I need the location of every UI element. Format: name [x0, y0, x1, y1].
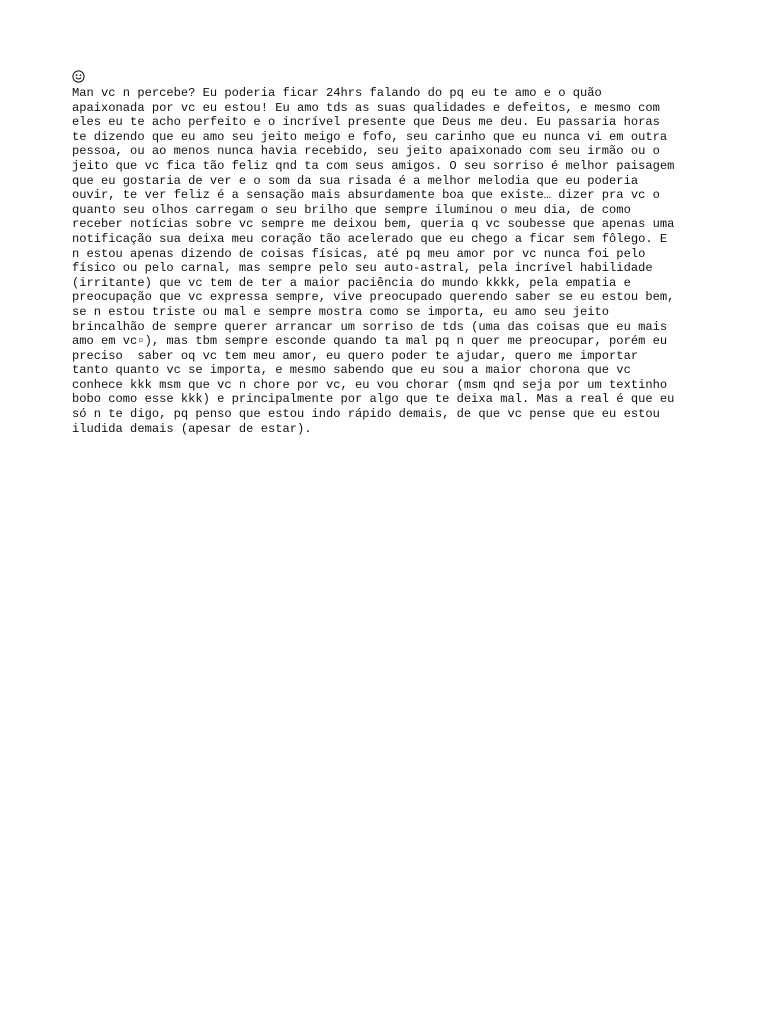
text-line: pessoa, ou ao menos nunca havia recebido, seu jeito apaixonado com seu irmão ou o [72, 144, 660, 159]
text-line: apaixonada por vc eu estou! Eu amo tds as suas qualidades e defeitos, e mesmo com [72, 100, 660, 115]
text-line: conhece kkk msm que vc n chore por vc, eu vou chorar (msm qnd seja por um textinho [72, 377, 668, 392]
text-line: preocupação que vc expressa sempre, vive preocupado querendo saber se eu estou bem, [72, 290, 675, 305]
text-line: eles eu te acho perfeito e o incrível presente que Deus me deu. Eu passaria horas [72, 115, 660, 130]
text-line: amo em vc▫), mas tbm sempre esconde quando ta mal pq n quer me preocupar, porém eu [72, 334, 668, 349]
text-line: se n estou triste ou mal e sempre mostra como se importa, eu amo seu jeito [72, 304, 610, 319]
text-line: notificação sua deixa meu coração tão acelerado que eu chego a ficar sem fôlego. E [72, 231, 668, 246]
smiling-face-icon [72, 70, 86, 85]
document-body [72, 70, 702, 436]
text-line: bobo como esse kkk) e principalmente por algo que te deixa mal. Mas a real é que eu [72, 392, 675, 407]
text-line: tanto quanto vc se importa, e mesmo sabendo que eu sou a maior chorona que vc [72, 363, 631, 378]
text-line: que eu gostaria de ver e o som da sua risada é a melhor melodia que eu poderia [72, 173, 639, 188]
text-line: Man vc n percebe? Eu poderia ficar 24hrs falando do pq eu te amo e o quão [72, 86, 602, 100]
text-line: só n te digo, pq penso que estou indo rápido demais, de que vc pense que eu estou [72, 407, 660, 422]
text-line: receber notícias sobre vc sempre me deixou bem, queria q vc soubesse que apenas uma [72, 217, 675, 232]
text-line: n estou apenas dizendo de coisas físicas, até pq meu amor por vc nunca foi pelo [72, 246, 646, 261]
text-line: físico ou pelo carnal, mas sempre pelo seu auto-astral, pela incrível habilidade [72, 261, 653, 276]
text-line: te dizendo que eu amo seu jeito meigo e fofo, seu carinho que eu nunca vi em outra [72, 129, 668, 144]
text-line: quanto seu olhos carregam o seu brilho que sempre iluminou o meu dia, de como [72, 202, 631, 217]
text-line: iludida demais (apesar de estar). [72, 421, 312, 436]
text-line: preciso saber oq vc tem meu amor, eu quero poder te ajudar, quero me importar [72, 348, 639, 363]
text-line: brincalhão de sempre querer arrancar um sorriso de tds (uma das coisas que eu mais [72, 319, 668, 334]
text-line: ouvir, te ver feliz é a sensação mais absurdamente boa que existe… dizer pra vc o [72, 188, 660, 203]
document-text [72, 86, 702, 436]
text-line: (irritante) que vc tem de ter a maior paciência do mundo kkkk, pela empatia e [72, 275, 631, 290]
text-line: jeito que vc fica tão feliz qnd ta com seus amigos. O seu sorriso é melhor paisagem [72, 158, 675, 173]
